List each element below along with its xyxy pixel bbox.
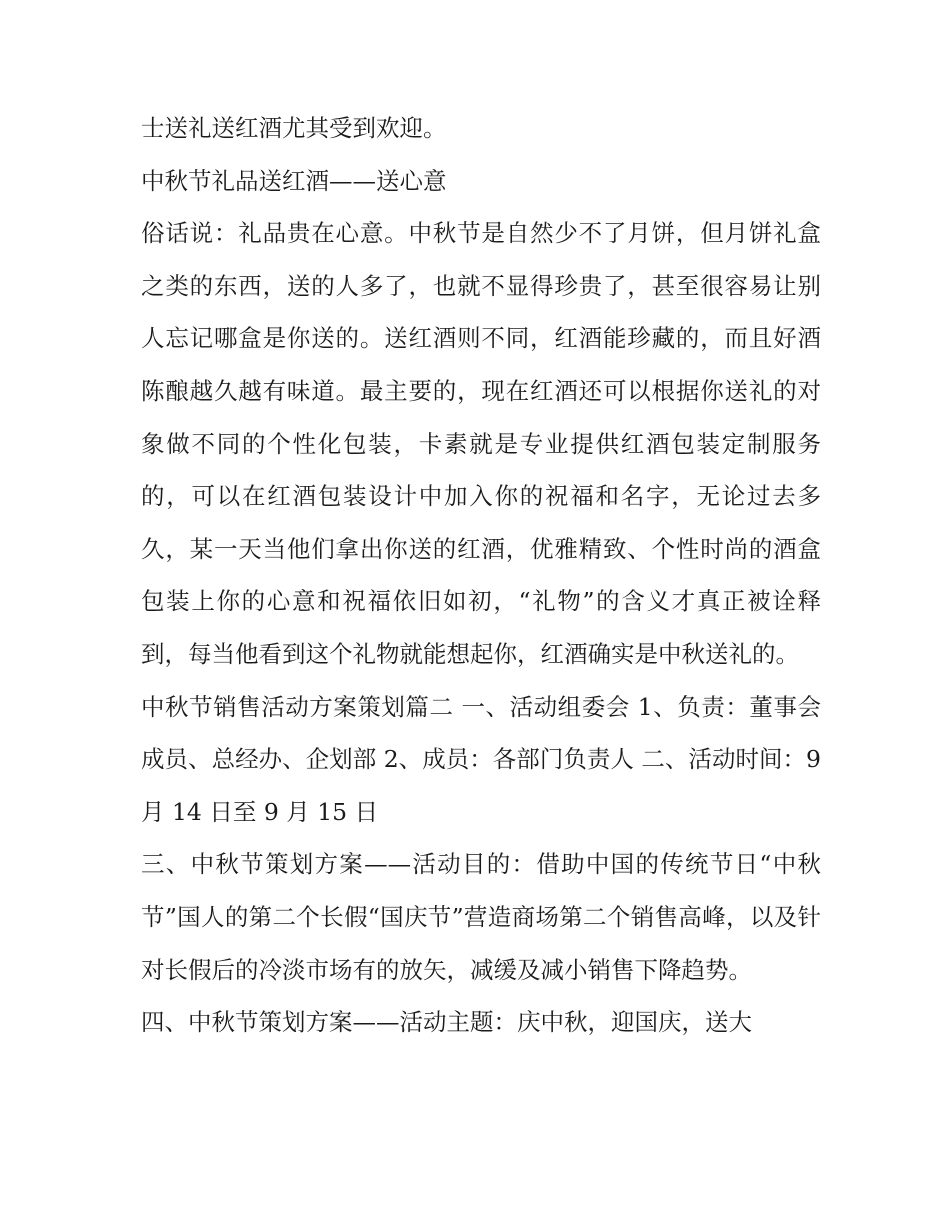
paragraph: 士送礼送红酒尤其受到欢迎。: [141, 114, 447, 142]
document-body: [141, 102, 821, 1049]
paragraph: 四、中秋节策划方案——活动主题：庆中秋，迎国庆，送大: [141, 1008, 752, 1037]
section-heading: 中秋节礼品送红酒——送心意: [141, 166, 447, 195]
paragraph: 三、中秋节策划方案——活动目的：借助中国的传统节日“中秋节”国人的第二个长假“国庆节”营造商场第二个销售高峰，以及针对长假后的冷淡市场有的放矢，减缓及减小销售下降趋势。: [141, 850, 821, 984]
paragraph: 中秋节销售活动方案策划篇二 一、活动组委会 1、负责：董事会成员、总经办、企划部 2、成员：各部门负责人 二、活动时间：9 月 14 日至 9 月 15 日: [141, 692, 821, 826]
paragraph: 俗话说：礼品贵在心意。中秋节是自然少不了月饼，但月饼礼盒之类的东西，送的人多了，也就不显得珍贵了，甚至很容易让别人忘记哪盒是你送的。送红酒则不同，红酒能珍藏的，而且好酒陈酿越久越有味道。最主要的，现在红酒还可以根据你送礼的对象做不同的个性化包装，卡素就是专业提供红酒包装定制服务的，可以在红酒包装设计中加入你的祝福和名字，无论过去多久，某一天当他们拿出你送的红酒，优雅精致、个性时尚的酒盒包装上你的心意和祝福依旧如初，“礼物”的含义才真正被诠释到，每当他看到这个礼物就能想起你，红酒确实是中秋送礼的。: [141, 219, 821, 668]
